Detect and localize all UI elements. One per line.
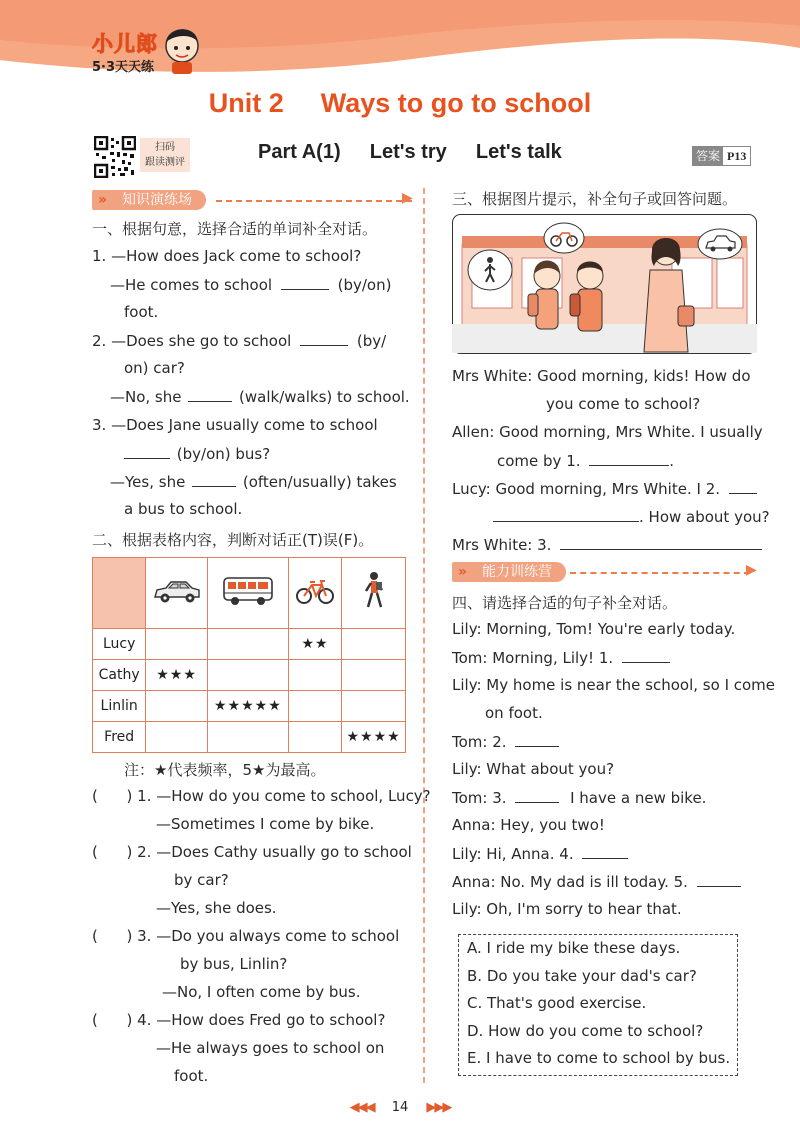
tf-q2-a1: by car? bbox=[174, 871, 229, 889]
s3-line4-text: come by 1. bbox=[497, 452, 581, 470]
answer-page: P13 bbox=[727, 149, 747, 163]
row-cell bbox=[207, 722, 288, 753]
s4-line8: Anna: Hey, you two! bbox=[452, 816, 605, 834]
s4-line7 bbox=[452, 788, 706, 807]
row-name: Cathy bbox=[93, 660, 146, 691]
mascot-icon bbox=[160, 22, 204, 74]
tf-num: 1. bbox=[137, 787, 152, 805]
s1-q2-choice: (by/ bbox=[356, 332, 387, 350]
page-title bbox=[0, 88, 800, 119]
s4-line11: Lily: Oh, I'm sorry to hear that. bbox=[452, 900, 682, 918]
talk-label: Let's talk bbox=[475, 141, 562, 163]
qr-caption-line2: 跟读测评 bbox=[145, 157, 185, 168]
row-cell bbox=[207, 660, 288, 691]
row-cell: ★★★★ bbox=[342, 722, 406, 753]
knowledge-banner-label: 知识演练场 bbox=[122, 192, 192, 208]
tf-q2 bbox=[92, 843, 412, 861]
s3-blank3[interactable] bbox=[560, 535, 762, 550]
row-cell bbox=[146, 691, 207, 722]
s4-line5 bbox=[452, 732, 559, 751]
s4-blank5[interactable] bbox=[697, 872, 741, 887]
transport-table bbox=[92, 557, 406, 753]
ability-banner bbox=[452, 562, 566, 582]
tf-question: —How does Fred go to school? bbox=[156, 1011, 386, 1029]
try-label: Let's try bbox=[369, 141, 447, 163]
s1-q3-choice: (by/on) bus? bbox=[176, 445, 271, 463]
tf-bracket[interactable]: ( ) bbox=[92, 927, 133, 945]
s4-blank2[interactable] bbox=[515, 732, 559, 747]
s1-q2-answer bbox=[110, 387, 410, 406]
table-row bbox=[93, 722, 406, 753]
knowledge-banner bbox=[92, 190, 206, 210]
row-cell bbox=[288, 691, 341, 722]
s1-q1-text: —He comes to school bbox=[110, 276, 273, 294]
tf-q1 bbox=[92, 787, 431, 805]
s1-heading: 一、根据句意，选择合适的单词补全对话。 bbox=[92, 220, 378, 238]
s1-q1-choice: (by/on) bbox=[337, 276, 392, 294]
row-cell: ★★★★★ bbox=[207, 691, 288, 722]
tf-q3-a1: by bus, Linlin? bbox=[180, 955, 288, 973]
tf-num: 2. bbox=[137, 843, 152, 861]
s3-line4 bbox=[497, 451, 674, 470]
row-cell: ★★★ bbox=[146, 660, 207, 691]
double-chevron-icon: » bbox=[98, 192, 108, 208]
s1-q3-ans-cont: a bus to school. bbox=[124, 500, 243, 518]
s1-q3-answer bbox=[110, 472, 397, 491]
row-cell bbox=[288, 722, 341, 753]
tf-q4 bbox=[92, 1011, 385, 1029]
school-illustration bbox=[452, 214, 757, 354]
s4-line10 bbox=[452, 872, 741, 891]
car-icon bbox=[152, 577, 202, 605]
s3-line1: Mrs White: Good morning, kids! How do bbox=[452, 367, 751, 385]
table-note: 注：★代表频率，5★为最高。 bbox=[124, 761, 326, 779]
s4-heading: 四、请选择合适的句子补全对话。 bbox=[452, 594, 678, 612]
table-corner bbox=[93, 558, 146, 629]
tf-q1-a: —Sometimes I come by bike. bbox=[156, 815, 375, 833]
s4-blank4[interactable] bbox=[582, 844, 628, 859]
s4-line10-text: Anna: No. My dad is ill today. 5. bbox=[452, 873, 688, 891]
dash-arrow-icon: ▶ bbox=[402, 190, 413, 206]
s4-line3: Lily: My home is near the school, so I come bbox=[452, 676, 776, 694]
s1-q2-text: 2. —Does she go to school bbox=[92, 332, 292, 350]
option-a: A. I ride my bike these days. bbox=[467, 939, 681, 957]
tf-q3 bbox=[92, 927, 399, 945]
row-cell bbox=[342, 691, 406, 722]
tf-question: —Do you always come to school bbox=[156, 927, 400, 945]
s1-q1-blank[interactable] bbox=[281, 275, 329, 290]
header-walk bbox=[342, 558, 406, 629]
ability-banner-label: 能力训练营 bbox=[482, 564, 552, 580]
part-label: Part A(1) bbox=[258, 141, 341, 163]
s3-line2: you come to school? bbox=[546, 395, 701, 413]
s4-line2-text: Tom: Morning, Lily! 1. bbox=[452, 649, 614, 667]
tf-bracket[interactable]: ( ) bbox=[92, 787, 133, 805]
qr-code-icon[interactable] bbox=[94, 136, 136, 178]
tf-question: —Does Cathy usually go to school bbox=[156, 843, 412, 861]
s3-blank2b[interactable] bbox=[493, 507, 639, 522]
table-row bbox=[93, 691, 406, 722]
table-row bbox=[93, 660, 406, 691]
s4-line2 bbox=[452, 648, 670, 667]
row-cell bbox=[146, 722, 207, 753]
tf-num: 3. bbox=[137, 927, 152, 945]
brand-logo bbox=[92, 28, 158, 75]
s4-line5-text: Tom: 2. bbox=[452, 733, 507, 751]
knowledge-dash bbox=[216, 200, 412, 202]
s3-line7 bbox=[452, 535, 762, 554]
page-footer bbox=[0, 1100, 800, 1115]
s3-line7-text: Mrs White: 3. bbox=[452, 536, 552, 554]
option-e: E. I have to come to school by bus. bbox=[467, 1049, 731, 1067]
qr-caption-line1: 扫码 bbox=[155, 142, 175, 153]
tf-q4-a2: foot. bbox=[174, 1067, 209, 1085]
row-cell bbox=[342, 660, 406, 691]
s3-line5-text: Lucy: Good morning, Mrs White. I 2. bbox=[452, 480, 721, 498]
option-b: B. Do you take your dad's car? bbox=[467, 966, 697, 985]
brand-name: 小儿郎 bbox=[92, 32, 158, 56]
s4-line9 bbox=[452, 844, 628, 863]
s1-q2-blank[interactable] bbox=[300, 331, 348, 346]
row-cell bbox=[288, 660, 341, 691]
s3-line6-text: . How about you? bbox=[639, 508, 770, 526]
s1-q3-ans-choice: (often/usually) takes bbox=[242, 473, 397, 491]
s4-line7-text: Tom: 3. bbox=[452, 789, 507, 807]
option-c: C. That's good exercise. bbox=[467, 994, 647, 1012]
s1-q3-blank[interactable] bbox=[124, 444, 170, 459]
s1-q1: 1. —How does Jack come to school? bbox=[92, 247, 362, 265]
header-bike bbox=[288, 558, 341, 629]
s4-line4: on foot. bbox=[485, 704, 543, 722]
tf-bracket[interactable]: ( ) bbox=[92, 843, 133, 861]
bus-icon bbox=[221, 575, 275, 607]
s1-q2-ans-text: —No, she bbox=[110, 388, 182, 406]
s4-line1: Lily: Morning, Tom! You're early today. bbox=[452, 620, 736, 638]
row-cell bbox=[146, 629, 207, 660]
walking-icon bbox=[361, 571, 387, 611]
tf-q3-a2: —No, I often come by bus. bbox=[162, 983, 361, 1001]
row-name: Fred bbox=[93, 722, 146, 753]
footer-right-arrows: ▶▶▶ bbox=[426, 1100, 451, 1115]
s1-q1-cont: foot. bbox=[124, 303, 159, 321]
s1-q3: 3. —Does Jane usually come to school bbox=[92, 416, 378, 434]
answer-label: 答案 bbox=[693, 147, 723, 165]
s3-line6 bbox=[493, 507, 770, 526]
double-chevron-icon: » bbox=[458, 564, 468, 580]
bike-icon bbox=[295, 577, 335, 605]
s4-line9-text: Lily: Hi, Anna. 4. bbox=[452, 845, 574, 863]
row-name: Lucy bbox=[93, 629, 146, 660]
unit-label: Unit 2 bbox=[208, 88, 284, 118]
tf-q4-a1: —He always goes to school on bbox=[156, 1039, 385, 1057]
s1-q2 bbox=[92, 331, 386, 350]
s4-line6: Lily: What about you? bbox=[452, 760, 615, 778]
s3-line5 bbox=[452, 479, 757, 498]
s1-q2-ans-choice: (walk/walks) to school. bbox=[239, 388, 410, 406]
s1-q2-ans-blank[interactable] bbox=[188, 387, 232, 402]
qr-caption bbox=[140, 138, 190, 172]
row-cell bbox=[207, 629, 288, 660]
tf-question: —How do you come to school, Lucy? bbox=[156, 787, 431, 805]
row-cell: ★★ bbox=[288, 629, 341, 660]
s1-q3-cont bbox=[124, 444, 270, 463]
header-bus bbox=[207, 558, 288, 629]
answer-badge[interactable] bbox=[692, 146, 751, 166]
s1-q1-answer bbox=[110, 275, 391, 294]
brand-series: 5·3天天练 bbox=[92, 60, 155, 75]
header-car bbox=[146, 558, 207, 629]
s1-q3-ans-blank[interactable] bbox=[192, 472, 236, 487]
row-cell bbox=[342, 629, 406, 660]
s1-q2-cont: on) car? bbox=[124, 359, 185, 377]
options-box bbox=[458, 934, 738, 1076]
table-row bbox=[93, 629, 406, 660]
s4-blank1[interactable] bbox=[622, 648, 670, 663]
s1-q3-ans-text: —Yes, she bbox=[110, 473, 186, 491]
unit-topic: Ways to go to school bbox=[320, 88, 592, 118]
s3-heading: 三、根据图片提示，补全句子或回答问题。 bbox=[452, 190, 738, 208]
s3-blank2a[interactable] bbox=[729, 479, 757, 494]
s2-heading: 二、根据表格内容，判断对话正(T)误(F)。 bbox=[92, 531, 374, 549]
option-d: D. How do you come to school? bbox=[467, 1021, 704, 1040]
row-name: Linlin bbox=[93, 691, 146, 722]
page-number: 14 bbox=[391, 1100, 409, 1115]
s3-line3: Allen: Good morning, Mrs White. I usually bbox=[452, 423, 763, 441]
footer-left-arrows: ◀◀◀ bbox=[349, 1100, 374, 1115]
s4-line7-end: I have a new bike. bbox=[570, 789, 707, 807]
tf-bracket[interactable]: ( ) bbox=[92, 1011, 133, 1029]
s3-line4-end: . bbox=[669, 452, 675, 470]
lesson-subtitle bbox=[258, 141, 562, 164]
s4-blank3[interactable] bbox=[515, 788, 559, 803]
tf-num: 4. bbox=[137, 1011, 152, 1029]
dash-arrow-icon: ▶ bbox=[746, 562, 757, 578]
s3-blank1[interactable] bbox=[589, 451, 669, 466]
tf-q2-a2: —Yes, she does. bbox=[156, 899, 277, 917]
ability-dash bbox=[570, 572, 750, 574]
column-divider bbox=[423, 188, 425, 1083]
